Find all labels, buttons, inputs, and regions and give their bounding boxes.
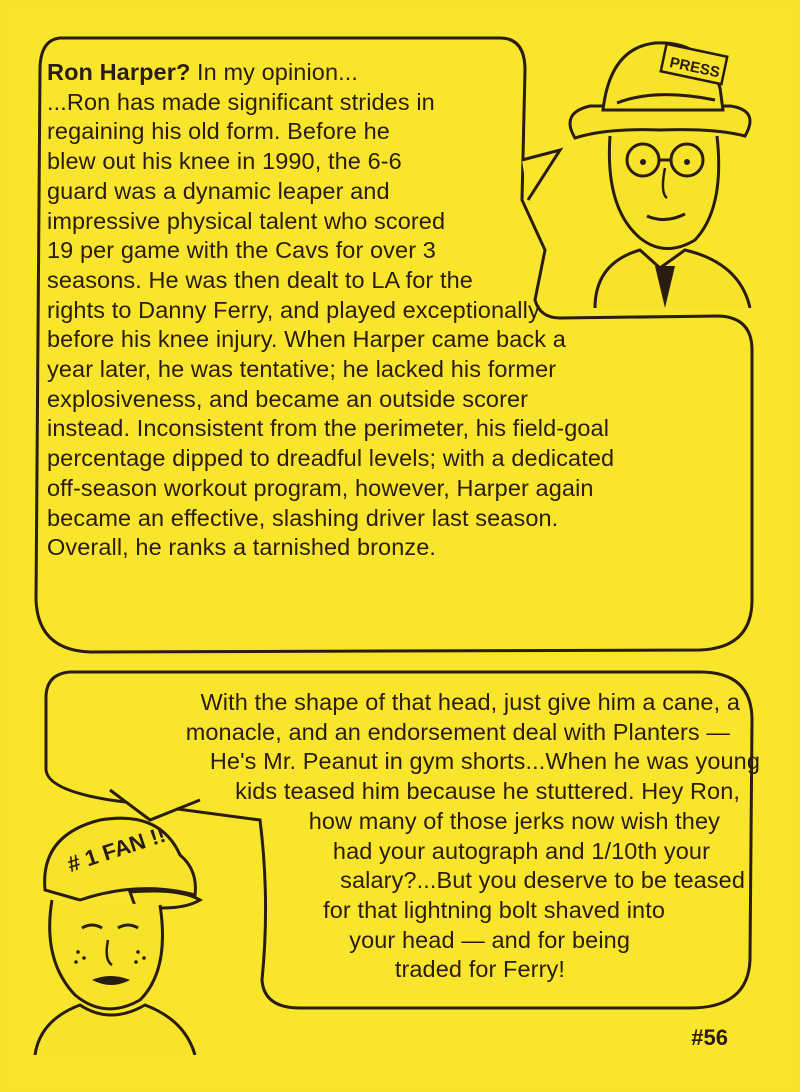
fan-line: kids teased him because he stuttered. Hey Ron,	[235, 778, 740, 805]
opinion-line: 19 per game with the Cavs for over 3	[47, 237, 436, 264]
fan-cap-label: # 1 FAN !!	[64, 821, 169, 877]
opinion-line: blew out his knee in 1990, the 6-6	[47, 148, 402, 175]
opinion-text	[47, 58, 615, 563]
opinion-line: ...Ron has made significant strides in	[47, 88, 435, 115]
opinion-line-1-rest: In my opinion...	[190, 59, 359, 85]
press-hat-label: PRESS	[668, 54, 722, 82]
opinion-line: guard was a dynamic leaper and	[47, 177, 390, 204]
opinion-line: Overall, he ranks a tarnished bronze.	[47, 534, 437, 561]
fan-line: how many of those jerks now wish they	[308, 807, 720, 834]
fan-line: salary?...But you deserve to be teased	[340, 867, 745, 894]
opinion-line: impressive physical talent who scored	[47, 207, 446, 234]
opinion-line: explosiveness, and became an outside scorer	[47, 385, 529, 412]
fan-line: With the shape of that head, just give him a cane, a	[200, 689, 740, 715]
opinion-line-1	[47, 58, 587, 88]
opinion-line: seasons. He was then dealt to LA for the	[47, 266, 473, 293]
fan-line: He's Mr. Peanut in gym shorts...When he was young	[209, 748, 760, 775]
fan-line: had your autograph and 1/10th your	[332, 837, 710, 864]
fan-text	[40, 688, 760, 985]
opinion-line: off-season workout program, however, Harper again	[47, 474, 594, 501]
opinion-lead: Ron Harper?	[47, 59, 191, 85]
fan-line: traded for Ferry!	[394, 956, 565, 983]
opinion-line: year later, he was tentative; he lacked his former	[47, 356, 557, 383]
opinion-line: instead. Inconsistent from the perimeter, his field-goal	[47, 415, 610, 442]
fan-line: for that lightning bolt shaved into	[323, 896, 665, 923]
opinion-line: before his knee injury. When Harper came back a	[47, 326, 566, 353]
fan-line: monacle, and an endorsement deal with Planters —	[185, 718, 730, 745]
opinion-line: became an effective, slashing driver last season.	[47, 504, 559, 531]
opinion-line: percentage dipped to dreadful levels; with a dedicated	[47, 445, 615, 472]
opinion-line: rights to Danny Ferry, and played exceptionally	[47, 296, 540, 323]
card-number: #56	[691, 1025, 728, 1050]
fan-line: your head — and for being	[349, 926, 630, 953]
opinion-line: regaining his old form. Before he	[47, 118, 390, 145]
